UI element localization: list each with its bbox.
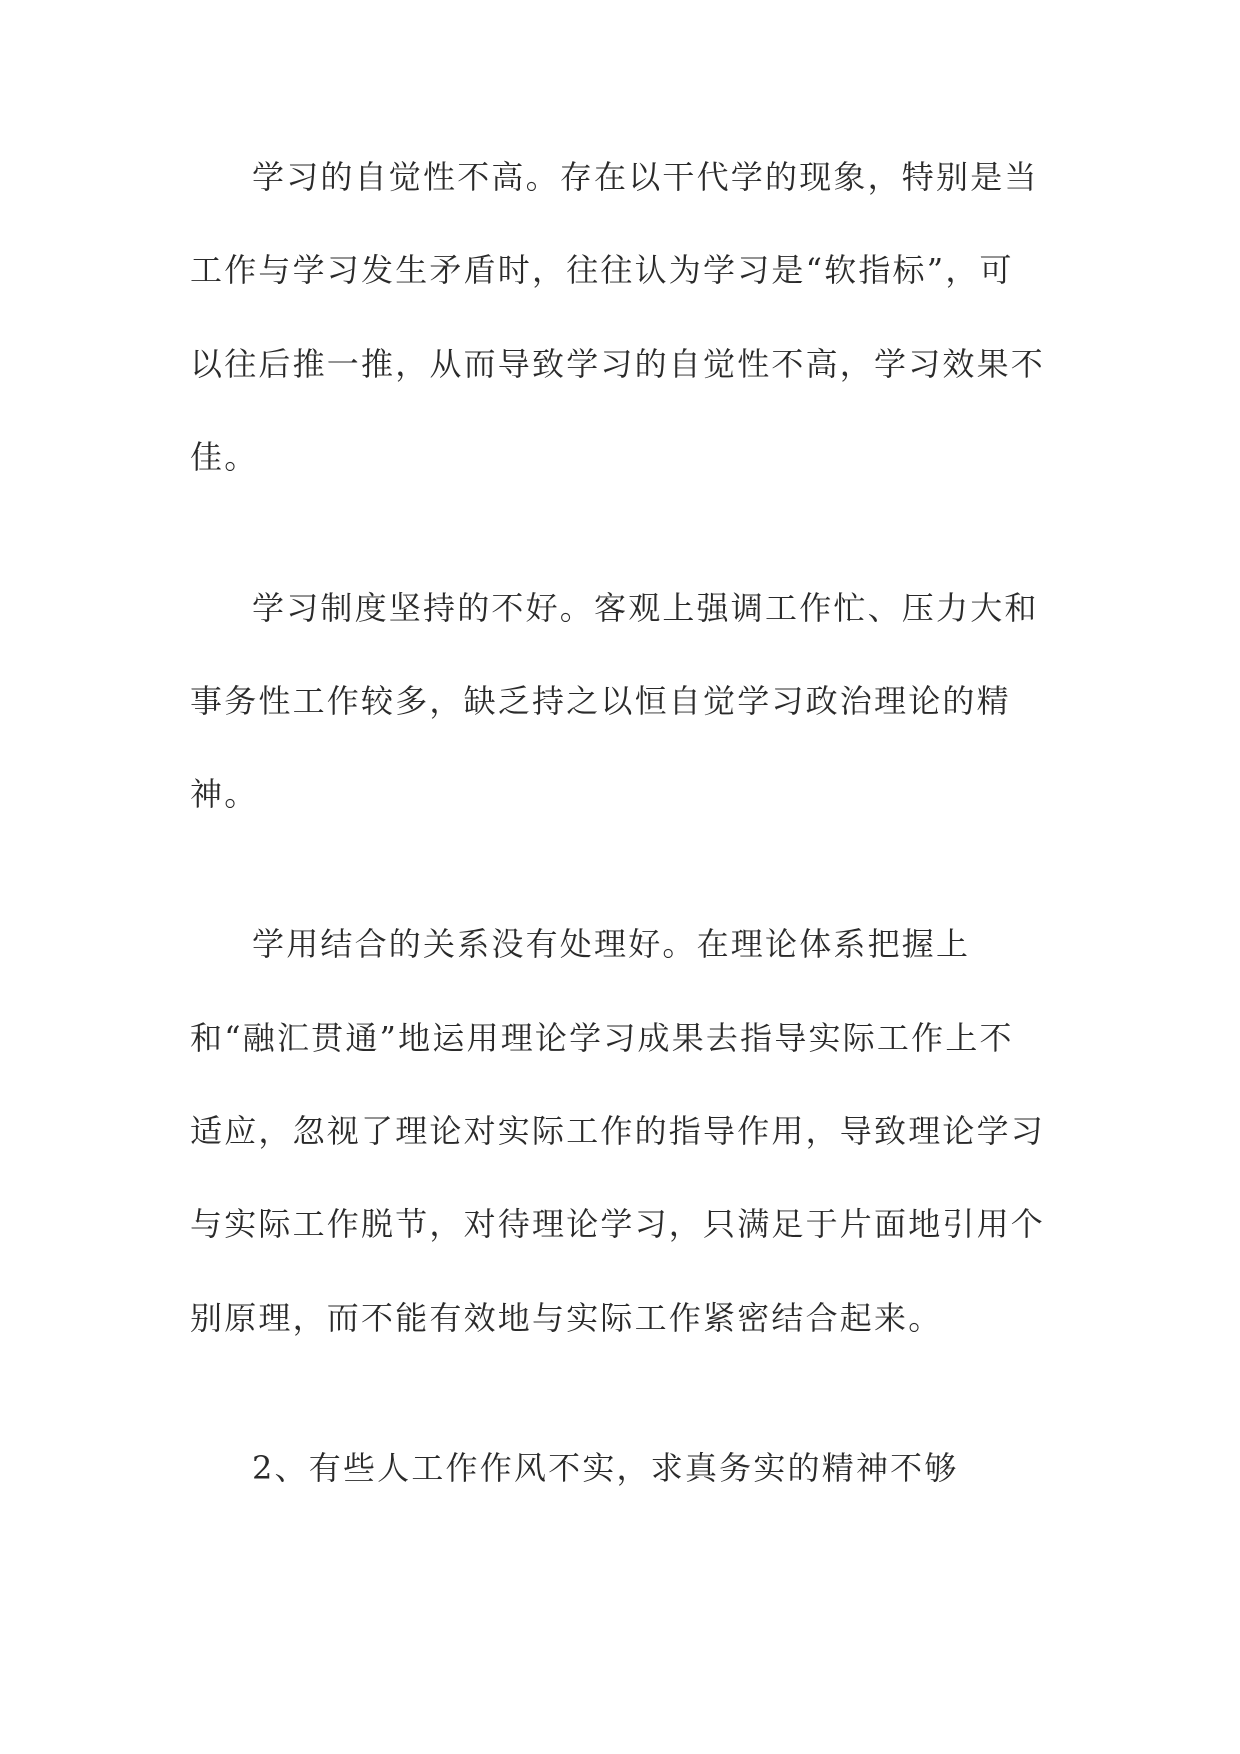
text-line: 工作与学习发生矛盾时，往往认为学习是“软指标”，可 [190, 251, 1014, 289]
text-line: 学用结合的关系没有处理好。在理论体系把握上 [252, 925, 971, 963]
text-line: 和“融汇贯通”地运用理论学习成果去指导实际工作上不 [190, 1019, 1014, 1057]
text-line: 与实际工作脱节，对待理论学习，只满足于片面地引用个 [190, 1205, 1046, 1243]
text-line: 以往后推一推，从而导致学习的自觉性不高，学习效果不 [190, 345, 1046, 383]
text-line: 学习的自觉性不高。存在以干代学的现象，特别是当 [252, 158, 1039, 196]
text-line: 2、有些人工作作风不实，求真务实的精神不够 [252, 1449, 959, 1487]
text-line: 学习制度坚持的不好。客观上强调工作忙、压力大和 [252, 589, 1039, 627]
text-line: 事务性工作较多，缺乏持之以恒自觉学习政治理论的精 [190, 682, 1011, 720]
text-line: 神。 [190, 775, 259, 813]
text-line: 别原理，而不能有效地与实际工作紧密结合起来。 [190, 1299, 943, 1337]
text-line: 适应，忽视了理论对实际工作的指导作用，导致理论学习 [190, 1112, 1046, 1150]
text-line: 佳。 [190, 438, 259, 476]
